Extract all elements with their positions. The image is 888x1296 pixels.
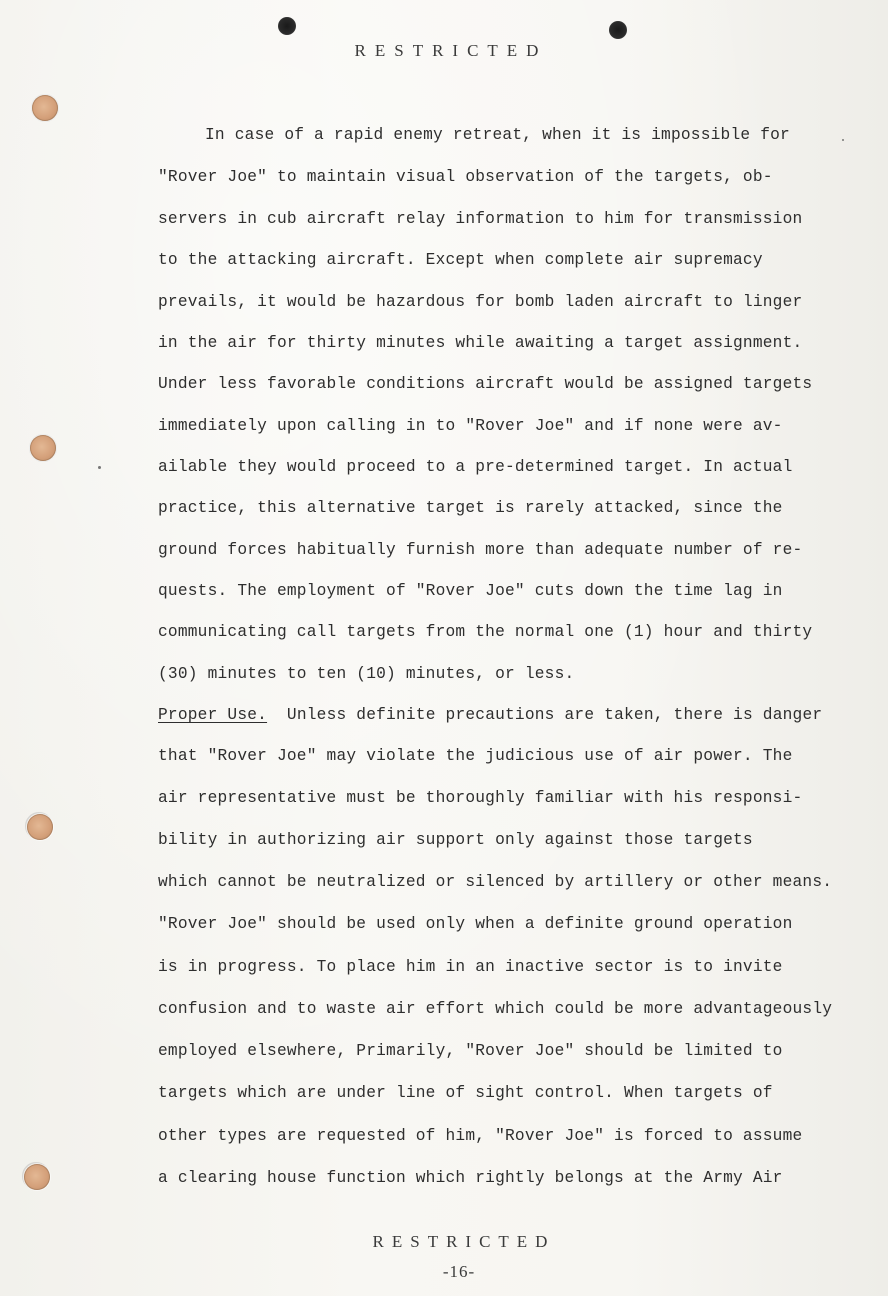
binder-hole [32,95,58,121]
binder-hole [24,1164,50,1190]
body-text-line: is in progress. To place him in an inactive sector is to invite [158,958,783,976]
body-text-line: a clearing house function which rightly belongs at the Army Air [158,1169,783,1187]
binder-hole [30,435,56,461]
binder-hole [27,814,53,840]
body-text-line: other types are requested of him, "Rover Joe" is forced to assume [158,1127,803,1145]
punch-hole-top-right [609,21,627,39]
section-paragraph-line [158,705,822,725]
punch-hole-top-left [278,17,296,35]
body-text-line: which cannot be neutralized or silenced by artillery or other means. [158,873,833,891]
page-number: -16- [442,1262,476,1281]
body-text-line: in the air for thirty minutes while awaiting a target assignment. [158,334,803,352]
body-text-line: (30) minutes to ten (10) minutes, or less. [158,665,575,683]
body-text-line: In case of a rapid enemy retreat, when it is impossible for [205,126,790,144]
paper-speck [98,466,101,469]
body-text-line: air representative must be thoroughly familiar with his responsi- [158,789,803,807]
body-text-line: prevails, it would be hazardous for bomb laden aircraft to linger [158,293,803,311]
body-text-line: to the attacking aircraft. Except when complete air supremacy [158,251,763,269]
body-text-line: servers in cub aircraft relay information to him for transmission [158,210,803,228]
body-text-line: that "Rover Joe" may violate the judicious use of air power. The [158,747,793,765]
body-text-line: Under less favorable conditions aircraft would be assigned targets [158,375,813,393]
body-text-line: confusion and to waste air effort which could be more advantageously [158,1000,833,1018]
body-text-line: ground forces habitually furnish more than adequate number of re- [158,541,803,559]
body-text-line: immediately upon calling in to "Rover Joe" and if none were av- [158,417,783,435]
body-text-line: ailable they would proceed to a pre-determined target. In actual [158,458,793,476]
body-text-line: "Rover Joe" should be used only when a definite ground operation [158,915,793,933]
body-text-line: quests. The employment of "Rover Joe" cuts down the time lag in [158,582,783,600]
body-text-line: communicating call targets from the normal one (1) hour and thirty [158,623,813,641]
classification-header: RESTRICTED [354,41,548,60]
body-text-line: targets which are under line of sight control. When targets of [158,1084,773,1102]
section-heading: Proper Use. [158,706,268,724]
paper-speck [842,139,844,141]
body-text-line: bility in authorizing air support only against those targets [158,831,753,849]
body-text-line: Unless definite precautions are taken, there is danger [286,706,823,724]
classification-footer: RESTRICTED [372,1232,556,1251]
body-text-line: "Rover Joe" to maintain visual observation of the targets, ob- [158,168,773,186]
body-text-line: practice, this alternative target is rarely attacked, since the [158,499,783,517]
body-text-line: employed elsewhere, Primarily, "Rover Joe" should be limited to [158,1042,783,1060]
